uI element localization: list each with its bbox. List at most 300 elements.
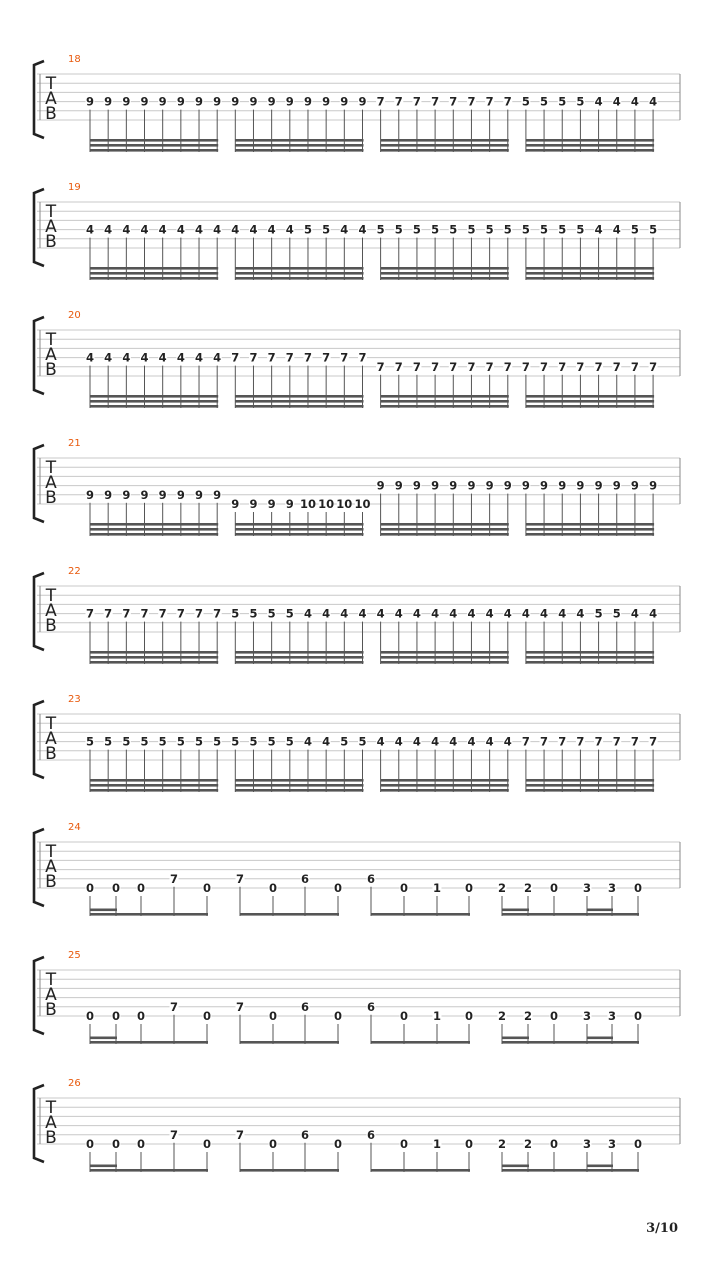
tab-clef-letter: A [45,473,57,493]
fret-number: 2 [523,881,533,895]
fret-number: 1 [432,881,442,895]
beam [381,789,509,792]
fret-number: 7 [195,606,204,621]
fret-number: 7 [467,94,476,109]
fret-number: 4 [594,94,603,109]
fret-number: 0 [333,1009,343,1023]
beam [381,656,509,659]
beam [90,1169,208,1172]
beam [235,272,363,275]
beam [381,661,509,664]
tab-clef-letter: T [45,714,57,734]
fret-number: 0 [136,881,146,895]
measure-number: 24 [68,822,81,833]
fret-number: 5 [249,606,258,621]
tab-clef-letter: B [45,616,57,636]
beam [90,784,218,787]
beam [235,661,363,664]
fret-number: 7 [521,359,530,374]
fret-number: 4 [140,222,149,237]
beam [235,528,363,531]
fret-number: 9 [340,94,349,109]
beam [90,661,218,664]
system-bracket [34,829,44,906]
measure-number: 18 [68,54,81,65]
fret-number: 5 [558,94,567,109]
fret-number: 0 [268,1009,278,1023]
fret-number: 0 [136,1009,146,1023]
fret-number: 3 [582,1137,592,1151]
fret-number: 5 [249,734,258,749]
fret-number: 5 [576,94,585,109]
fret-number: 9 [467,478,476,493]
fret-number: 5 [612,606,621,621]
beam [381,651,509,654]
fret-number: 5 [576,222,585,237]
fret-number: 7 [503,359,512,374]
fret-number: 9 [195,487,204,502]
measure-number: 22 [68,566,81,577]
system-bracket [34,61,44,138]
system-bracket [34,1085,44,1162]
tab-clef-letter: B [45,360,57,380]
beam [526,784,654,787]
beam [371,1041,470,1044]
fret-number: 5 [213,734,222,749]
tab-clef-letter: A [45,857,57,877]
fret-number: 7 [594,734,603,749]
beam [381,395,509,398]
beam [235,779,363,782]
fret-number: 0 [464,1009,474,1023]
fret-number: 7 [169,999,179,1014]
fret-number: 7 [394,94,403,109]
tab-clef-letter: T [45,842,57,862]
measure-number: 25 [68,950,81,961]
system-bracket [34,317,44,394]
beam-secondary [587,909,613,912]
fret-number: 9 [412,478,421,493]
beam [90,523,218,526]
fret-number: 9 [85,94,95,109]
beam [526,656,654,659]
tab-clef-letter: A [45,1113,57,1133]
page-number: 3/10 [646,1221,678,1236]
fret-number: 9 [213,487,222,502]
fret-number: 4 [322,734,331,749]
fret-number: 5 [412,222,421,237]
fret-number: 7 [267,350,276,365]
fret-number: 7 [376,359,385,374]
fret-number: 2 [497,1137,507,1151]
beam [90,656,218,659]
fret-number: 0 [111,881,121,895]
fret-number: 9 [122,94,131,109]
beam [90,400,218,403]
beam [526,661,654,664]
fret-number: 4 [122,350,131,365]
fret-number: 9 [176,94,185,109]
beam [381,779,509,782]
measure-number: 26 [68,1078,81,1089]
fret-number: 9 [158,487,167,502]
tab-clef-letter: A [45,217,57,237]
system-bracket [34,573,44,650]
fret-number: 7 [540,359,549,374]
fret-number: 9 [394,478,403,493]
beam [90,139,218,142]
fret-number: 5 [158,734,167,749]
fret-number: 9 [503,478,512,493]
fret-number: 5 [231,606,240,621]
fret-number: 4 [576,606,585,621]
fret-number: 10 [299,497,316,511]
fret-number: 4 [195,350,204,365]
fret-number: 7 [540,734,549,749]
beam [235,149,363,152]
fret-number: 5 [140,734,149,749]
fret-number: 9 [85,487,95,502]
beam [381,533,509,536]
fret-number: 6 [366,999,376,1014]
tab-clef-letter: T [45,586,57,606]
beam-secondary [90,909,117,912]
beam [90,395,218,398]
beam [235,533,363,536]
fret-number: 4 [85,222,95,237]
beam [235,144,363,147]
fret-number: 7 [140,606,149,621]
fret-number: 7 [169,1127,179,1142]
fret-number: 9 [322,94,331,109]
fret-number: 0 [333,1137,343,1151]
beam [526,400,654,403]
fret-number: 7 [467,359,476,374]
fret-number: 4 [503,734,512,749]
beam [526,395,654,398]
fret-number: 4 [358,606,367,621]
fret-number: 9 [649,478,658,493]
fret-number: 5 [285,606,294,621]
fret-number: 0 [399,881,409,895]
beam [235,789,363,792]
fret-number: 5 [376,222,385,237]
beam [235,784,363,787]
beam [502,1169,639,1172]
fret-number: 4 [412,734,421,749]
fret-number: 7 [449,94,458,109]
fret-number: 4 [630,94,639,109]
beam [381,528,509,531]
tab-clef-letter: B [45,104,57,124]
fret-number: 4 [140,350,149,365]
beam [235,277,363,280]
fret-number: 9 [285,94,294,109]
measure-number: 23 [68,694,81,705]
fret-number: 4 [412,606,421,621]
fret-number: 5 [394,222,403,237]
fret-number: 9 [104,94,113,109]
fret-number: 4 [649,606,658,621]
beam [381,267,509,270]
fret-number: 7 [431,94,440,109]
fret-number: 7 [169,871,179,886]
beam [381,405,509,408]
beam [502,913,639,916]
fret-number: 4 [213,350,222,365]
fret-number: 7 [85,606,95,621]
beam [240,913,339,916]
beam [90,533,218,536]
beam [526,267,654,270]
fret-number: 2 [523,1137,533,1151]
fret-number: 0 [85,881,95,895]
fret-number: 0 [111,1009,121,1023]
fret-number: 7 [612,734,621,749]
system-bracket [34,957,44,1034]
fret-number: 5 [104,734,113,749]
fret-number: 7 [431,359,440,374]
beam-secondary [587,1165,613,1168]
beam [235,267,363,270]
fret-number: 4 [303,606,312,621]
fret-number: 5 [267,606,276,621]
beam [526,144,654,147]
fret-number: 0 [633,1009,643,1023]
tab-clef-letter: A [45,985,57,1005]
fret-number: 3 [582,1009,592,1023]
beam-secondary [90,1037,117,1040]
beam [90,405,218,408]
fret-number: 7 [412,359,421,374]
fret-number: 4 [376,734,385,749]
fret-number: 7 [558,359,567,374]
beam [90,528,218,531]
fret-number: 7 [358,350,367,365]
beam [381,149,509,152]
fret-number: 4 [122,222,131,237]
beam [526,528,654,531]
beam [381,523,509,526]
fret-number: 4 [394,606,403,621]
fret-number: 5 [540,94,549,109]
fret-number: 9 [140,94,149,109]
beam [381,400,509,403]
fret-number: 4 [231,222,240,237]
fret-number: 5 [322,222,331,237]
fret-number: 9 [122,487,131,502]
fret-number: 5 [122,734,131,749]
fret-number: 0 [85,1009,95,1023]
fret-number: 9 [358,94,367,109]
fret-number: 6 [366,871,376,886]
fret-number: 9 [267,94,276,109]
beam-secondary [90,1165,117,1168]
fret-number: 9 [612,478,621,493]
fret-number: 5 [85,734,95,749]
fret-number: 4 [303,734,312,749]
fret-number: 4 [431,734,440,749]
fret-number: 7 [303,350,312,365]
fret-number: 4 [449,734,458,749]
beam [526,533,654,536]
fret-number: 7 [649,734,658,749]
fret-number: 0 [202,1137,212,1151]
fret-number: 0 [549,1137,559,1151]
beam [240,1041,339,1044]
fret-number: 4 [485,734,494,749]
beam-secondary [502,909,529,912]
fret-number: 9 [213,94,222,109]
fret-number: 7 [630,359,639,374]
fret-number: 5 [267,734,276,749]
fret-number: 9 [195,94,204,109]
fret-number: 4 [267,222,276,237]
fret-number: 4 [485,606,494,621]
fret-number: 5 [540,222,549,237]
tab-clef-letter: A [45,89,57,109]
fret-number: 7 [322,350,331,365]
fret-number: 7 [213,606,222,621]
fret-number: 4 [540,606,549,621]
fret-number: 7 [612,359,621,374]
measure-number: 20 [68,310,81,321]
beam [90,144,218,147]
fret-number: 5 [449,222,458,237]
fret-number: 5 [303,222,312,237]
fret-number: 4 [467,734,476,749]
beam [526,149,654,152]
fret-number: 7 [231,350,240,365]
beam [90,651,218,654]
fret-number: 4 [521,606,530,621]
fret-number: 0 [633,1137,643,1151]
fret-number: 7 [412,94,421,109]
fret-number: 7 [503,94,512,109]
fret-number: 4 [213,222,222,237]
fret-number: 4 [158,350,167,365]
fret-number: 5 [340,734,349,749]
fret-number: 4 [394,734,403,749]
fret-number: 0 [202,881,212,895]
beam [526,779,654,782]
beam [502,1041,639,1044]
fret-number: 7 [394,359,403,374]
fret-number: 5 [231,734,240,749]
fret-number: 3 [607,881,617,895]
tab-clef-letter: T [45,458,57,478]
fret-number: 4 [322,606,331,621]
fret-number: 1 [432,1137,442,1151]
fret-number: 7 [558,734,567,749]
fret-number: 2 [497,1009,507,1023]
fret-number: 4 [630,606,639,621]
tab-clef-letter: A [45,345,57,365]
fret-number: 9 [231,497,240,511]
fret-number: 0 [399,1137,409,1151]
fret-number: 5 [431,222,440,237]
beam [240,1169,339,1172]
fret-number: 9 [231,94,240,109]
fret-number: 0 [268,1137,278,1151]
beam [381,277,509,280]
beam [371,913,470,916]
beam [381,139,509,142]
fret-number: 7 [521,734,530,749]
beam [90,277,218,280]
tab-clef-letter: B [45,872,57,892]
fret-number: 4 [340,222,349,237]
beam [526,523,654,526]
fret-number: 7 [176,606,185,621]
beam [526,272,654,275]
fret-number: 5 [630,222,639,237]
fret-number: 9 [540,478,549,493]
fret-number: 4 [176,222,185,237]
fret-number: 7 [158,606,167,621]
tab-clef-letter: T [45,330,57,350]
fret-number: 9 [376,478,385,493]
system-bracket [34,445,44,522]
fret-number: 7 [104,606,113,621]
fret-number: 7 [122,606,131,621]
fret-number: 4 [249,222,258,237]
fret-number: 9 [249,94,258,109]
fret-number: 4 [176,350,185,365]
fret-number: 4 [503,606,512,621]
fret-number: 0 [464,881,474,895]
fret-number: 7 [235,871,245,886]
fret-number: 4 [104,222,113,237]
fret-number: 2 [523,1009,533,1023]
fret-number: 0 [464,1137,474,1151]
beam [371,1169,470,1172]
system-bracket [34,701,44,778]
fret-number: 1 [432,1009,442,1023]
fret-number: 5 [521,222,530,237]
beam [90,779,218,782]
fret-number: 9 [249,497,258,511]
fret-number: 6 [300,1127,310,1142]
beam [526,405,654,408]
fret-number: 7 [594,359,603,374]
fret-number: 9 [449,478,458,493]
fret-number: 7 [376,94,385,109]
fret-number: 5 [176,734,185,749]
beam [381,272,509,275]
fret-number: 5 [558,222,567,237]
fret-number: 6 [300,999,310,1014]
fret-number: 7 [485,94,494,109]
fret-number: 0 [268,881,278,895]
fret-number: 0 [85,1137,95,1151]
fret-number: 3 [582,881,592,895]
beam [526,789,654,792]
fret-number: 4 [104,350,113,365]
fret-number: 0 [333,881,343,895]
fret-number: 6 [366,1127,376,1142]
fret-number: 4 [594,222,603,237]
fret-number: 4 [358,222,367,237]
fret-number: 5 [195,734,204,749]
fret-number: 9 [158,94,167,109]
fret-number: 7 [576,359,585,374]
measure-number: 21 [68,438,81,449]
system-bracket [34,189,44,266]
fret-number: 5 [285,734,294,749]
fret-number: 5 [358,734,367,749]
beam [90,913,208,916]
